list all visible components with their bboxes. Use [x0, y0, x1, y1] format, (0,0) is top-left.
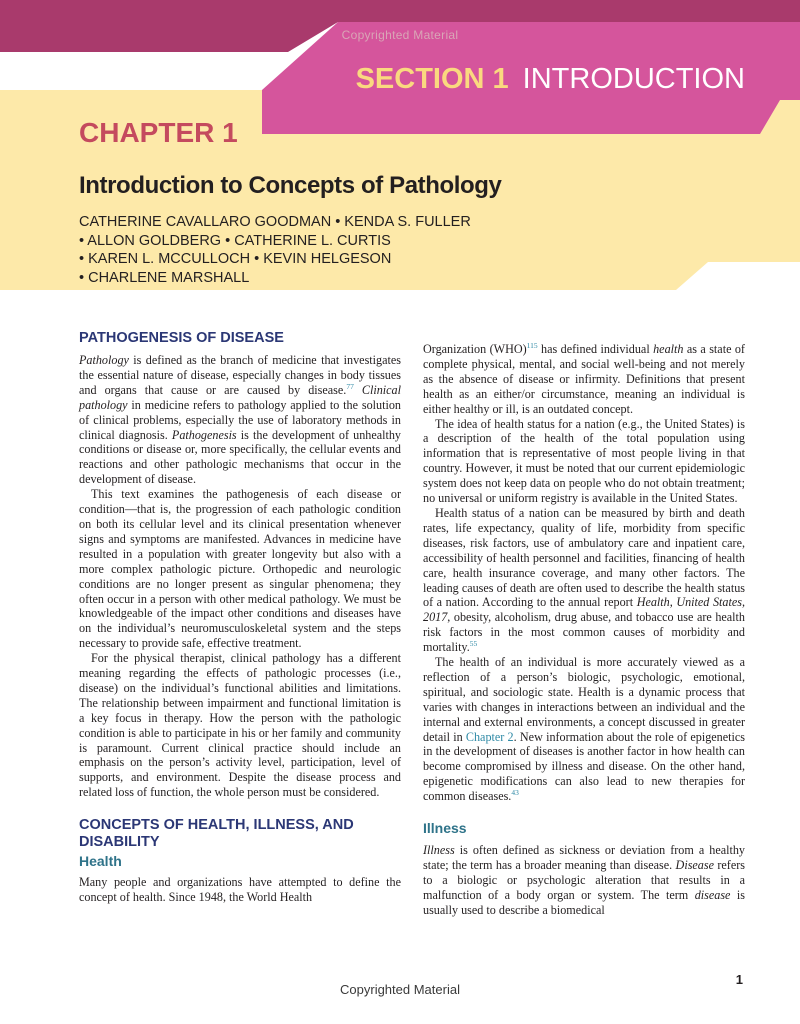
section-name: INTRODUCTION	[522, 63, 745, 95]
reference-link[interactable]: 77	[346, 381, 354, 391]
paragraph: Illness is often defined as sickness or deviation from a healthy state; the term has a broader meaning than disease. Disease refers to a biologic or psychologic alteration that results in a malfunction of a body organ or system. The term disease is usually used to describe a biomedical	[423, 843, 746, 917]
chapter-link[interactable]: Chapter 2	[465, 729, 514, 744]
paragraph: Organization (WHO)$^{115}$ has defined individual health as a state of complete physical, mental, and social well-being and not merely as the absence of disease or infirmity. Definitions that present health as an either/or circumstance, meaning an individual is either healthy or ill, is an outdated concept.	[423, 340, 745, 416]
author-line: • ALLON GOLDBERG • CATHERINE L. CURTIS	[79, 232, 391, 249]
chapter-title: Introduction to Concepts of Pathology	[79, 172, 502, 199]
paragraph: The idea of health status for a nation (e.g., the United States) is a description of the health of the total population using information that is representative of most people living in that country. However, it must be noted that our current epidemiologic system does not keep data on people who do not obtain treatment; no universal or uniform registry is available in the United States.	[423, 416, 745, 506]
author-list	[79, 213, 579, 287]
paragraph: For the physical therapist, clinical pathology has a different meaning regarding the effects of pathologic processes (i.e., disease) on the individual’s functional abilities and limitations. The relationship between impairment and functional limitation is a key focus in therapy. How the person with the pathologic condition is able to participate in his or her family and community is paramount. Current clinical practice should include an emphasis on the person’s activity level, participation, level of supports, and environment. Despite the disease process and related loss of function, the whole person must be considered.	[79, 651, 401, 800]
paragraph: This text examines the pathogenesis of each disease or condition—that is, the progression of each pathologic condition on both its cellular level and its clinical presentation whenever signs and symptoms are manifested. Advances in medicine have resulted in a population with greater longevity but also with a more complex pathologic picture. Orthopedic and neurologic conditions are no longer present as singular phenomena; they often occur in a person with other medical pathology. We must be knowledgeable of the impact other conditions and diseases have on the individual’s neuromusculoskeletal system and the steps necessary to provide safe, effective treatment.	[79, 487, 401, 651]
paragraph: Health status of a nation can be measured by birth and death rates, life expectancy, quality of life, morbidity from specific diseases, risk factors, use of ambulatory care and inpatient care, accessibility of health personnel and facilities, financing of health care, health insurance coverage, and many other factors. The leading causes of death are often used to describe the health status of a nation. According to the annual report Health, United States, 2017, obesity, alcoholism, drug abuse, and tobacco use are health risk factors in the most common causes of morbidity and mortality.$^{55}$	[423, 505, 745, 655]
reference-link[interactable]: 43	[511, 788, 519, 798]
heading-illness: Illness	[423, 820, 467, 837]
watermark-bottom: Copyrighted Material	[340, 982, 460, 997]
section-label: SECTION 1	[355, 63, 509, 95]
chapter-number: CHAPTER 1	[79, 117, 238, 148]
paragraph: Many people and organizations have attempted to define the concept of health. Since 1948, the World Health	[79, 875, 401, 905]
reference-link[interactable]: 115	[526, 340, 538, 350]
author-line: CATHERINE CAVALLARO GOODMAN • KENDA S. FULLER	[79, 214, 471, 230]
page-number: 1	[735, 972, 743, 987]
heading-health: Health	[79, 853, 122, 870]
section-heading	[356, 62, 745, 96]
left-column	[79, 330, 401, 905]
heading-pathogenesis: PATHOGENESIS OF DISEASE	[79, 330, 284, 346]
author-line: • KAREN L. MCCULLOCH • KEVIN HELGESON	[79, 251, 392, 267]
author-line: • CHARLENE MARSHALL	[79, 269, 250, 286]
right-column	[423, 342, 745, 918]
paragraph: Pathology is defined as the branch of medicine that investigates the essential nature of disease, especially changes in body tissues and organs that cause or are caused by disease.$^{77}$ Clinical pathology in medicine refers to pathology applied to the solution of clinical problems, especially the use of laboratory methods in clinical diagnosis. Pathogenesis is the development of unhealthy conditions or disease or, more specifically, the cellular events and reactions and other pathologic mechanisms that occur in the development of disease.	[79, 353, 401, 487]
watermark-top: Copyrighted Material	[341, 28, 459, 42]
reference-link[interactable]: 55	[469, 639, 478, 649]
paragraph: The health of an individual is more accurately viewed as a reflection of a person’s biologic, psychologic, emotional, spiritual, and sociologic state. Health is a dynamic process that varies with changes in interactions between an individual and the internal and external environments, a concept discussed in greater detail in Chapter 2. New information about the role of epigenetics in the development of diseases is another factor in how health can become compromised by illness and disease. On the other hand, epigenetic modifications can also lead to new therapies for common diseases.$^{43}$	[423, 655, 745, 804]
heading-concepts: CONCEPTS OF HEALTH, ILLNESS, AND DISABILITY	[79, 817, 354, 851]
